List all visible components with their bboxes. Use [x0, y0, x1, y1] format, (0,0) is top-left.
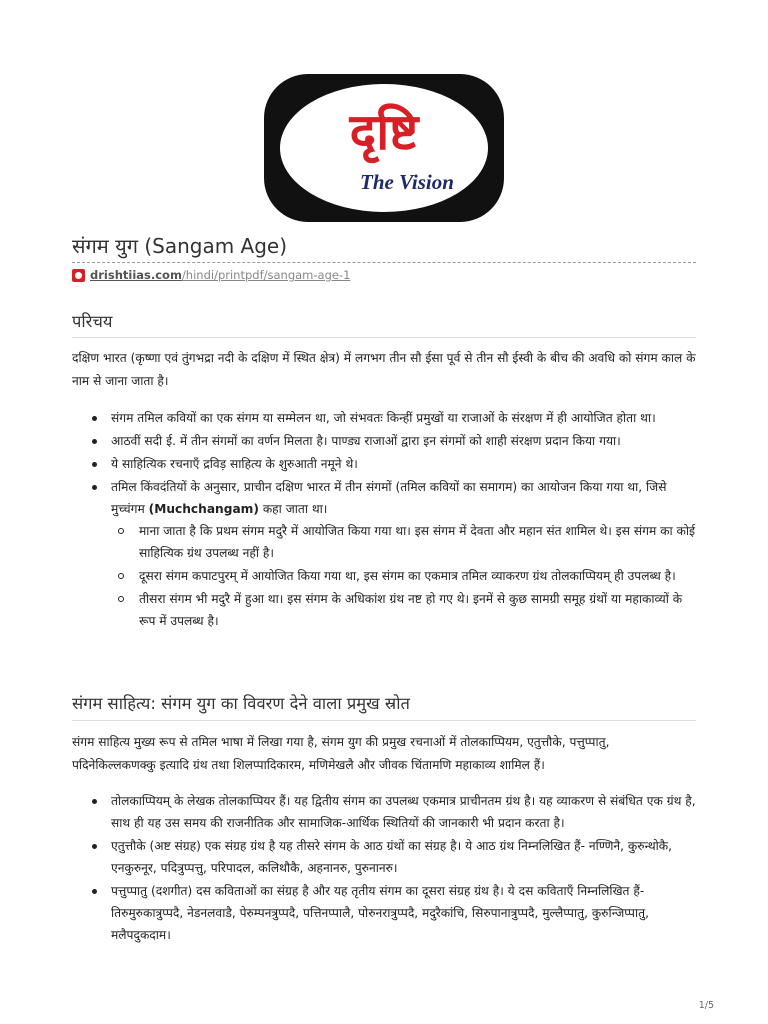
literature-bullet-list: [90, 790, 696, 947]
logo-hindi-text: दृष्टि: [349, 103, 419, 161]
list-item-text: कहा जाता था।: [258, 502, 328, 516]
list-item: आठवीं सदी ई. में तीन संगमों का वर्णन मिलता है। पाण्ड्य राजाओं द्वारा इन संगमों को शाही संरक्षण प्रदान किया गया।: [90, 430, 696, 452]
page-number: 1/5: [698, 1000, 714, 1011]
site-logo: [264, 74, 504, 222]
section-divider: [72, 337, 696, 338]
sub-list-item: तीसरा संगम भी मदुरै में हुआ था। इस संगम के अधिकांश ग्रंथ नष्ट हो गए थे। इनमें से कुछ सामग्री समूह ग्रंथों या महाकाव्यों के रूप में उपलब्ध है।: [111, 588, 696, 632]
title-divider: [72, 262, 696, 263]
list-item: पत्तुप्पातु (दशगीत) दस कविताओं का संग्रह है और यह तृतीय संगम का दूसरा संग्रह ग्रंथ है। ये दस कविताएँ निम्नलिखित हैं- तिरुमुरुकात्रुप्पदै, नेडनलवाडै, पेरुम्पनत्रुप्पदै, पत्तिनप्पालै, पोरुनरात्रुप्पदै, मदुरैकांचि, सिरुपानात्रुप्पदै, मुल्लैप्पातु, कुरुन्जिप्पातु, मलैपदुकदाम।: [90, 880, 696, 946]
page-title: संगम युग (Sangam Age): [72, 234, 288, 258]
sub-bullet-list: [111, 520, 696, 632]
intro-paragraph: दक्षिण भारत (कृष्णा एवं तुंगभद्रा नदी के दक्षिण में स्थित क्षेत्र) में लगभग तीन सौ ईसा पूर्व से तीन सौ ईस्वी के बीच की अवधि को संगम काल के नाम से जाना जाता है।: [72, 351, 696, 388]
logo-oval: [280, 84, 488, 212]
sub-list-item: दूसरा संगम कपाटपुरम् में आयोजित किया गया था, इस संगम का एकमात्र तमिल व्याकरण ग्रंथ तोलकाप्पियम् ही उपलब्ध है।: [111, 565, 696, 587]
bold-term: (Muchchangam): [148, 502, 259, 516]
list-item: तोलकाप्पियम् के लेखक तोलकाप्पियर हैं। यह द्वितीय संगम का उपलब्ध एकमात्र प्राचीनतम ग्रंथ है। यह व्याकरण से संबंधित एक ग्रंथ है, साथ ही यह उस समय की राजनीतिक और सामाजिक-आर्थिक स्थितियों की जानकारी भी प्रदान करता है।: [90, 790, 696, 834]
source-domain[interactable]: drishtiias.com: [90, 268, 182, 282]
list-item: [90, 476, 696, 632]
source-link[interactable]: [72, 268, 350, 282]
list-item-text: तमिल किंवदंतियों के अनुसार, प्राचीन दक्षिण भारत में तीन संगमों (तमिल कवियों का समागम) का आयोजन किया गया था, जिसे मुच्चंगम: [111, 480, 667, 516]
list-item: एतुत्तौके (अष्ट संग्रह) एक संग्रह ग्रंथ है यह तीसरे संगम के आठ ग्रंथों का संग्रह है। ये आठ ग्रंथ निम्नलिखित हैं- नण्णिनै, कुरुन्थोकै, एनकुरुनूर, पदित्रुप्पत्तु, परिपादल, कलिथौकै, अहनानरु, पुरुनानरु।: [90, 835, 696, 879]
list-item: संगम तमिल कवियों का एक संगम या सम्मेलन था, जो संभवतः किन्हीं प्रमुखों या राजाओं के संरक्षण में ही आयोजित होता था।: [90, 407, 696, 429]
literature-paragraph: संगम साहित्य मुख्य रूप से तमिल भाषा में लिखा गया है, संगम युग की प्रमुख रचनाओं में तोलकाप्पियम, एतुत्तौके, पत्तुप्पातु, पदिनेकिल्लकणक्कु इत्यादि ग्रंथ तथा शिलप्पादिकारम, मणिमेखलै और जीवक चिंतामणि महाकाव्य शामिल हैं।: [72, 735, 610, 772]
favicon-icon: [72, 269, 85, 282]
sub-list-item: माना जाता है कि प्रथम संगम मदुरै में आयोजित किया गया था। इस संगम में देवता और महान संत शामिल थे। इस संगम का कोई साहित्यिक ग्रंथ उपलब्ध नहीं है।: [111, 520, 696, 564]
intro-bullet-list: [90, 407, 696, 633]
list-item: ये साहित्यिक रचनाएँ द्रविड़ साहित्य के शुरुआती नमूने थे।: [90, 453, 696, 475]
section-divider: [72, 720, 696, 721]
section-heading-intro: परिचय: [72, 312, 113, 331]
section-heading-literature: संगम साहित्य: संगम युग का विवरण देने वाला प्रमुख स्रोत: [72, 694, 410, 713]
source-path[interactable]: /hindi/printpdf/sangam-age-1: [181, 268, 351, 282]
logo-english-text: The Vision: [360, 170, 454, 194]
